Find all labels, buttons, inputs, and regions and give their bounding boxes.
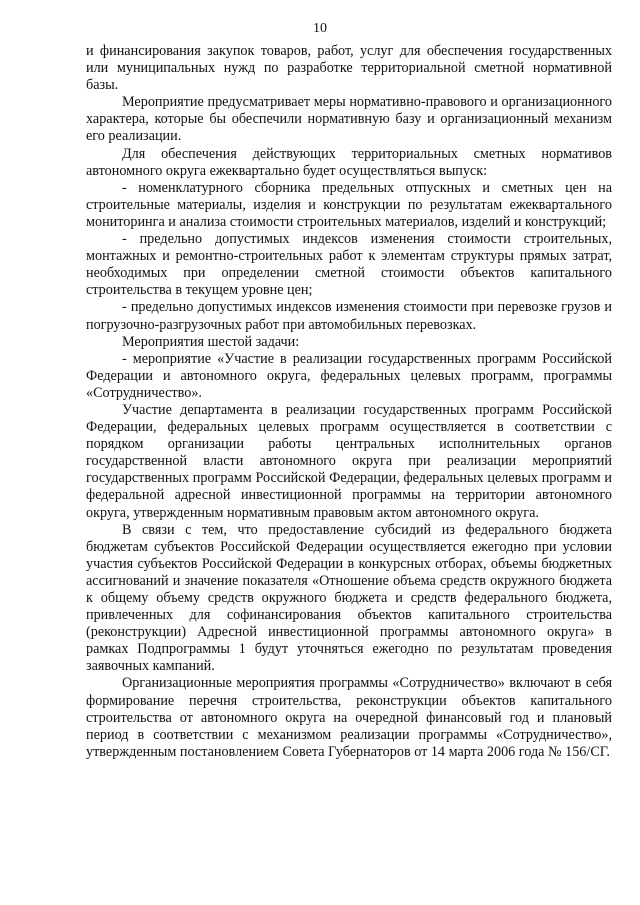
- list-item-transport-indices: - предельно допустимых индексов изменения стоимости при перевозке грузов и погрузочно-разгрузочных работ при автомобильных перевозках.: [86, 299, 612, 333]
- paragraph-measure-regulatory: Мероприятие предусматривает меры нормативно-правового и организационного характера, которые бы обеспечили нормативную базу и организационный механизм его реализации.: [86, 94, 612, 145]
- list-item-price-catalog: - номенклатурного сборника предельных отпускных и сметных цен на строительные материалы, изделия и конструкции по результатам ежеквартального мониторинга и анализа стоимости строительных материалов, изделий и конструкций;: [86, 179, 612, 230]
- paragraph-department-participation: Участие департамента в реализации государственных программ Российской Федерации, федеральных целевых программ осуществляется в соответствии с порядком организации работы центральных исполнительных органов государственной власти автономного округа при реализации мероприятий государственных программ Российской Федерации, федеральных целевых программ и федеральной адресной инвестиционной программы на территории автономного округа, утвержденным нормативным правовым актом автономного округа.: [86, 401, 612, 521]
- list-item-construction-indices: - предельно допустимых индексов изменения стоимости строительных, монтажных и ремонтно-строительных работ к элементам структуры прямых затрат, необходимых при определении сметной стоимости объектов капитального строительства в текущем уровне цен;: [86, 231, 612, 299]
- list-item-participation-measure: - мероприятие «Участие в реализации государственных программ Российской Федерации и автономного округа, федеральных целевых программ, программы «Сотрудничество».: [86, 350, 612, 401]
- document-body: [86, 43, 612, 761]
- paragraph-federal-subsidies: В связи с тем, что предоставление субсидий из федерального бюджета бюджетам субъектов Российской Федерации осуществляется ежегодно при условии участия субъектов Российской Федерации в конкурсных отборах, объемы бюджетных ассигнований и значение показателя «Отношение объема средств окружного бюджета к общему объему средств окружного бюджета и средств федерального бюджета, привлеченных для софинансирования объектов капитального строительства (реконструкции) Адресной инвестиционной программы автономного округа» в рамках Подпрограммы 1 будут уточняться ежегодно по результатам проведения заявочных кампаний.: [86, 521, 612, 675]
- paragraph-quarterly-issue: Для обеспечения действующих территориальных сметных нормативов автономного округа ежеквартально будет осуществляться выпуск:: [86, 145, 612, 179]
- paragraph-sixth-task-heading: Мероприятия шестой задачи:: [122, 333, 300, 350]
- paragraph-procurement-end: и финансирования закупок товаров, работ, услуг для обеспечения государственных или муниципальных нужд по разработке территориальной сметной нормативной базы.: [86, 43, 612, 94]
- page-number: 10: [313, 21, 327, 36]
- paragraph-cooperation-program: Организационные мероприятия программы «Сотрудничество» включают в себя формирование перечня строительства, реконструкции объектов капитального строительства от автономного округа на очередной финансовый год и плановый период в соответствии с механизмом реализации программы «Сотрудничество», утвержденным постановлением Совета Губернаторов от 14 марта 2006 года № 156/СГ.: [86, 675, 612, 760]
